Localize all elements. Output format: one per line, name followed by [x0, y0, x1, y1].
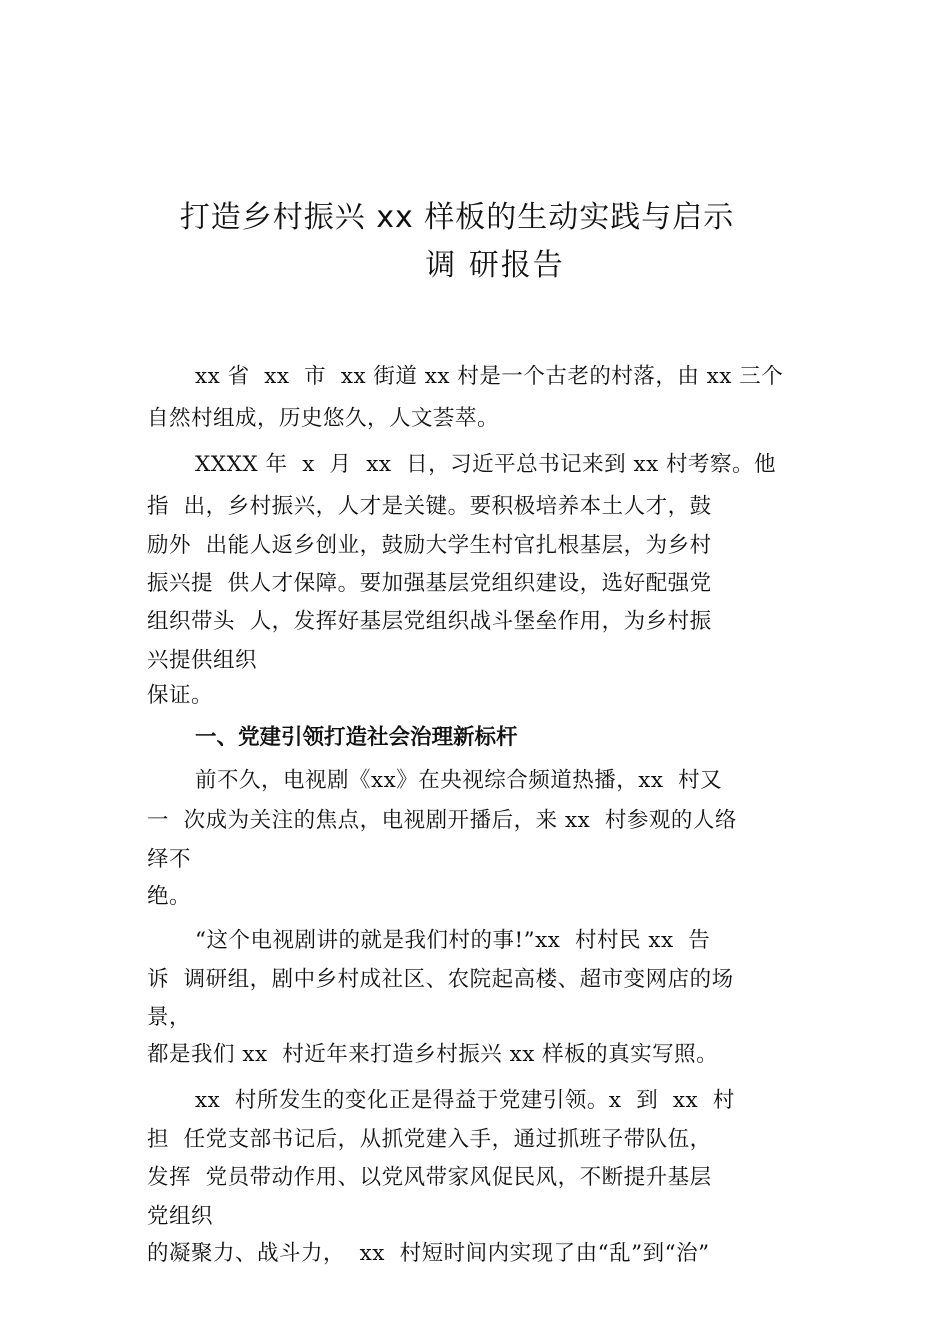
- paragraph-line: 诉 调研组，剧中乡村成社区、农院起高楼、超市变网店的场: [147, 967, 734, 992]
- paragraph-line: 励外 出能人返乡创业，鼓励大学生村官扎根基层，为乡村: [147, 533, 712, 558]
- paragraph-line: 党组织: [147, 1204, 214, 1229]
- paragraph-line: 绝。: [147, 884, 192, 909]
- paragraph-line: 兴提供组织: [147, 648, 258, 673]
- paragraph-line: 都是我们 xx 村近年来打造乡村振兴 xx 样板的真实写照。: [147, 1042, 719, 1067]
- paragraph-line: 指 出，乡村振兴，人才是关键。要积极培养本土人才，鼓: [147, 494, 712, 519]
- paragraph-line: 前不久，电视剧《xx》在央视综合频道热播，xx 村又: [195, 768, 723, 793]
- paragraph-line: xx 省 xx 市 xx 街道 xx 村是一个古老的村落，由 xx 三个: [195, 364, 784, 389]
- paragraph-line: 担 任党支部书记后，从抓党建入手，通过抓班子带队伍，: [147, 1127, 712, 1152]
- paragraph-line: 一 次成为关注的焦点，电视剧开播后，来 xx 村参观的人络: [147, 808, 737, 833]
- paragraph-line: XXXX 年 x 月 xx 日，习近平总书记来到 xx 村考察。他: [195, 452, 777, 477]
- paragraph-line: 保证。: [147, 683, 214, 708]
- paragraph-line: 自然村组成，历史悠久，人文荟萃。: [147, 406, 500, 431]
- paragraph-line: 绎不: [147, 847, 192, 872]
- document-subtitle: 调 研报告: [425, 248, 565, 283]
- document-title: 打造乡村振兴 xx 样板的生动实践与启示: [179, 200, 735, 235]
- section-heading: 一、党建引领打造社会治理新标杆: [195, 725, 518, 750]
- paragraph-line: 振兴提 供人才保障。要加强基层党组织建设，选好配强党: [147, 571, 712, 596]
- paragraph-line: “这个电视剧讲的就是我们村的事!”xx 村村民 xx 告: [195, 928, 711, 953]
- paragraph-line: 景，: [147, 1005, 192, 1030]
- paragraph-line: 组织带头 人，发挥好基层党组织战斗堡垒作用，为乡村振: [147, 609, 712, 634]
- paragraph-line: xx 村所发生的变化正是得益于党建引领。x 到 xx 村: [195, 1088, 735, 1113]
- paragraph-line: 的凝聚力、战斗力， xx 村短时间内实现了由“乱”到“治”: [147, 1241, 710, 1266]
- paragraph-line: 发挥 党员带动作用、以党风带家风促民风，不断提升基层: [147, 1165, 712, 1190]
